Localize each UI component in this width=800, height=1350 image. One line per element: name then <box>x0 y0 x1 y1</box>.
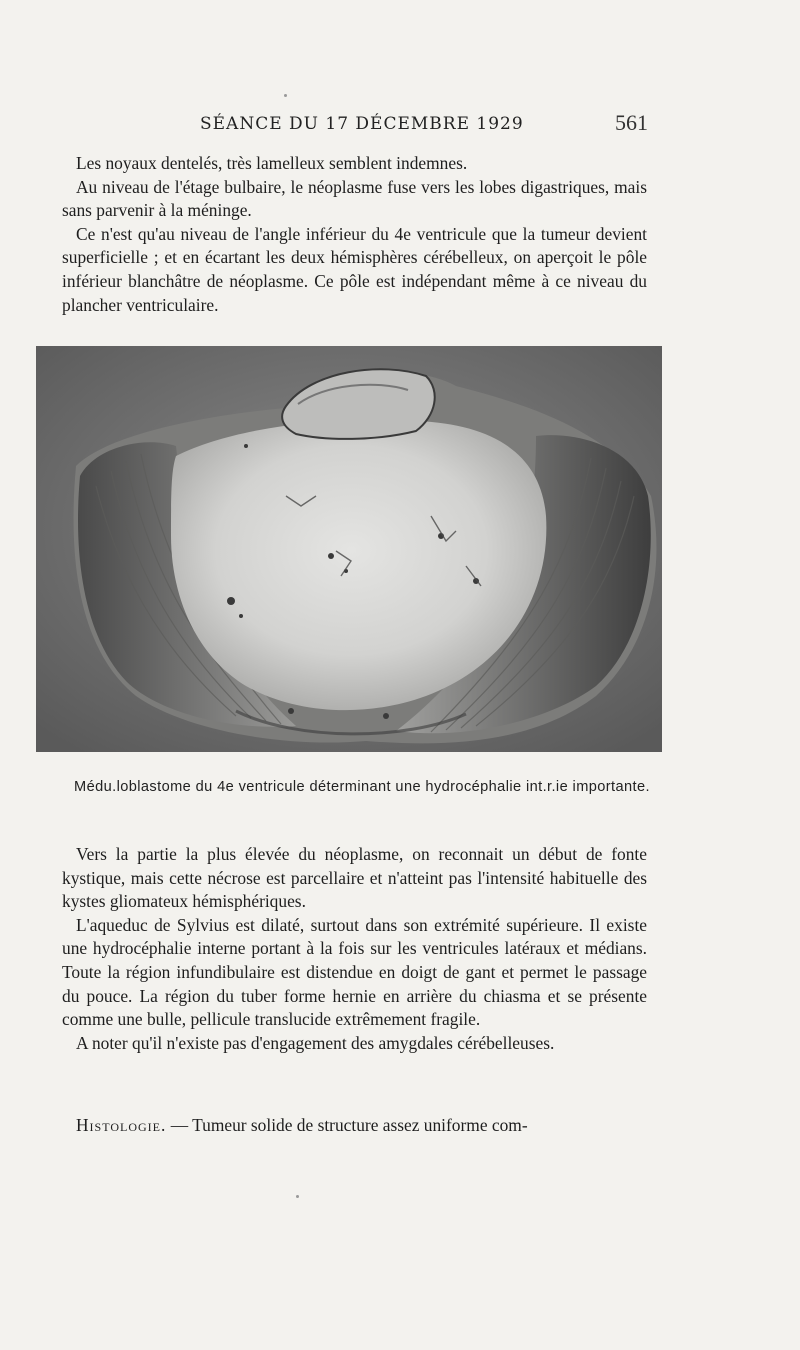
print-speck <box>284 94 287 97</box>
paragraph: Au niveau de l'étage bulbaire, le néoplasme fuse vers les lobes digastriques, mais sans parvenir à la méninge. <box>62 176 647 221</box>
text-block-bottom <box>62 843 647 1055</box>
paragraph: Ce n'est qu'au niveau de l'angle inférieur du 4e ventricule que la tumeur devient superficielle ; et en écartant les deux hémisphères cérébelleux, on aperçoit le pôle inférieur blanchâtre de néoplasme. Ce pôle est indépendant même à ce niveau du plancher ventriculaire. <box>62 223 647 315</box>
paragraph: Vers la partie la plus élevée du néoplasme, on reconnait un début de fonte kystique, mais cette nécrose est parcellaire et n'atteint pas l'intensité habituelle des kystes gliomateux hémisphériques. <box>62 844 647 912</box>
paragraph: Les noyaux dentelés, très lamelleux semblent indemnes. <box>76 153 468 173</box>
histology-text: — Tumeur solide de structure assez uniforme com- <box>166 1115 528 1135</box>
paragraph: L'aqueduc de Sylvius est dilaté, surtout dans son extrémité supérieure. Il existe une hydrocéphalie interne portant à la fois sur les ventricules latéraux et médians. Toute la région infundibulaire est distendue en doigt de gant et permet le passage du pouce. La région du tuber forme hernie en arrière du chiasma et se présente comme une bulle, pellicule translucide extrêmement fragile. <box>62 914 647 1030</box>
page-number: 561 <box>615 110 648 135</box>
figure-caption: Médu.loblastome du 4e ventricule déterminant une hydrocéphalie int.r.ie importante. <box>74 779 650 795</box>
paragraph <box>62 1114 647 1138</box>
running-title: SÉANCE DU 17 DÉCEMBRE 1929 <box>200 114 524 134</box>
running-head <box>0 108 800 140</box>
text-block-top <box>62 152 647 317</box>
brain-section-photo <box>36 346 662 752</box>
figure-photograph <box>36 346 662 752</box>
histology-heading: Histologie. <box>76 1115 167 1135</box>
paragraph: A noter qu'il n'existe pas d'engagement des amygdales cérébelleuses. <box>76 1032 555 1053</box>
histology-paragraph <box>62 1114 647 1138</box>
print-speck <box>296 1195 299 1198</box>
